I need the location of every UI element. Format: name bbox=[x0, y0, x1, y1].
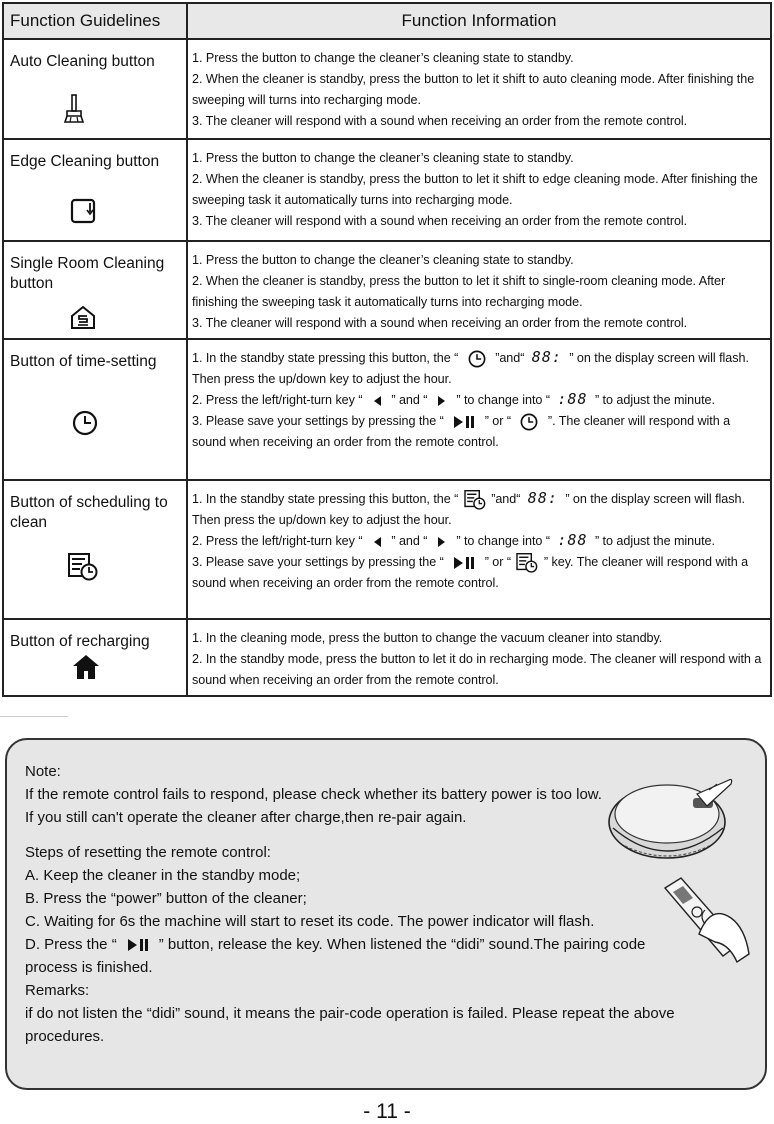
info-line: 2. In the standby mode, press the button to let it do in recharging mode. The cleaner will respond with a sound when receiving an order from the remote control. bbox=[192, 652, 762, 687]
schedule-icon bbox=[68, 553, 98, 581]
row-info-cell bbox=[187, 339, 771, 480]
clock-icon bbox=[72, 410, 98, 436]
info-line: 2. When the cleaner is standby, press the button to let it shift to auto cleaning mode. After finishing the sweeping will turns into recharging mode. bbox=[192, 72, 755, 107]
info-text: ” on the display screen will flash. Then press the up/down key to adjust the hour. bbox=[192, 492, 745, 527]
info-line: 3. The cleaner will respond with a sound when receiving an order from the remote control. bbox=[192, 316, 688, 330]
info-text: ”and“ bbox=[495, 351, 525, 365]
row-name-cell bbox=[3, 241, 187, 339]
info-text: ” to adjust the minute. bbox=[594, 393, 715, 407]
header-function-information: Function Information bbox=[187, 3, 771, 39]
lcd-hour-display: 88: bbox=[527, 489, 558, 507]
table-row bbox=[3, 619, 771, 696]
table-header-row bbox=[3, 3, 771, 39]
lcd-minute-display: :88 bbox=[557, 390, 588, 408]
info-text: 2. Press the left/right-turn key “ bbox=[192, 534, 363, 548]
row-info-cell bbox=[187, 241, 771, 339]
info-text: ” and “ bbox=[391, 534, 428, 548]
info-text: 2. Press the left/right-turn key “ bbox=[192, 393, 363, 407]
row-name-cell bbox=[3, 39, 187, 139]
table-row bbox=[3, 480, 771, 619]
info-text: ” or “ bbox=[484, 414, 512, 428]
note-text bbox=[25, 760, 765, 1048]
info-line bbox=[192, 411, 767, 453]
note-title: Note: bbox=[25, 763, 61, 780]
info-text: ” and “ bbox=[391, 393, 428, 407]
function-name: Edge Cleaning button bbox=[10, 153, 160, 170]
page-number: - 11 - bbox=[363, 1100, 411, 1123]
play-pause-icon bbox=[127, 938, 149, 952]
function-name: Single Room Cleaning button bbox=[10, 255, 165, 292]
row-name-cell bbox=[3, 139, 187, 241]
row-name-cell bbox=[3, 339, 187, 480]
info-line bbox=[192, 531, 767, 552]
row-info-cell bbox=[187, 39, 771, 139]
info-text: 1. In the standby state pressing this button, the “ bbox=[192, 492, 459, 506]
table-row bbox=[3, 139, 771, 241]
row-name-cell bbox=[3, 480, 187, 619]
step-d-text: D. Press the “ bbox=[25, 936, 117, 953]
info-text: ” key. The cleaner will respond with a sound when receiving an order from the remote control. bbox=[192, 555, 749, 590]
info-line: 3. The cleaner will respond with a sound when receiving an order from the remote control. bbox=[192, 214, 688, 228]
info-line bbox=[192, 348, 767, 390]
function-name: Button of scheduling to clean bbox=[10, 494, 168, 531]
right-arrow-icon bbox=[437, 536, 447, 548]
clock-icon bbox=[520, 413, 538, 431]
row-name-cell bbox=[3, 619, 187, 696]
function-name: Button of recharging bbox=[10, 633, 150, 650]
step-a: A. Keep the cleaner in the standby mode; bbox=[25, 867, 301, 884]
info-text: ”. The cleaner will respond with a sound when receiving an order from the remote control. bbox=[192, 414, 731, 449]
function-name: Button of time-setting bbox=[10, 353, 157, 370]
info-line: 1. Press the button to change the cleaner’s cleaning state to standby. bbox=[192, 253, 574, 267]
info-line: 1. Press the button to change the cleaner’s cleaning state to standby. bbox=[192, 51, 574, 65]
left-arrow-icon bbox=[372, 536, 382, 548]
note-paragraph: If the remote control fails to respond, please check whether its battery power is too low. If you still can't operate the cleaner after charge,then re-pair again. bbox=[25, 786, 602, 826]
schedule-icon bbox=[516, 553, 538, 573]
function-table bbox=[2, 2, 772, 697]
info-line bbox=[192, 489, 767, 531]
play-pause-icon bbox=[453, 415, 475, 429]
step-c: C. Waiting for 6s the machine will start to reset its code. The power indicator will flash. bbox=[25, 913, 595, 930]
table-row bbox=[3, 241, 771, 339]
row-info-cell bbox=[187, 619, 771, 696]
step-d bbox=[25, 933, 689, 979]
info-text: ”and“ bbox=[491, 492, 521, 506]
room-clean-icon bbox=[70, 304, 96, 330]
steps-title: Steps of resetting the remote control: bbox=[25, 844, 271, 861]
schedule-icon bbox=[464, 490, 486, 510]
remarks-text: if do not listen the “didi” sound, it means the pair-code operation is failed. Please repeat the above procedures. bbox=[25, 1005, 675, 1045]
note-box bbox=[5, 738, 767, 1090]
row-info-cell bbox=[187, 480, 771, 619]
header-function-guidelines: Function Guidelines bbox=[3, 3, 187, 39]
info-text: ” to adjust the minute. bbox=[594, 534, 715, 548]
info-line: 2. When the cleaner is standby, press the button to let it shift to single-room cleaning mode. After finishing the sweeping task it automatically turns into recharging mode. bbox=[192, 274, 726, 309]
step-d-text: ” button, release the key. When listened the “didi” sound.The pairing code process is finished. bbox=[25, 936, 646, 976]
lcd-minute-display: :88 bbox=[557, 531, 588, 549]
lcd-hour-display: 88: bbox=[531, 348, 562, 366]
info-line: 1. In the cleaning mode, press the button to change the vacuum cleaner into standby. bbox=[192, 631, 663, 645]
remarks-title: Remarks: bbox=[25, 982, 90, 999]
info-text: ” or “ bbox=[484, 555, 512, 569]
info-text: ” on the display screen will flash. Then press the up/down key to adjust the hour. bbox=[192, 351, 749, 386]
table-row bbox=[3, 339, 771, 480]
info-line: 1. Press the button to change the cleaner’s cleaning state to standby. bbox=[192, 151, 574, 165]
play-pause-icon bbox=[453, 556, 475, 570]
info-text: 3. Please save your settings by pressing the “ bbox=[192, 414, 444, 428]
step-b: B. Press the “power” button of the cleaner; bbox=[25, 890, 307, 907]
home-icon bbox=[72, 654, 100, 680]
function-name: Auto Cleaning button bbox=[10, 53, 155, 70]
row-info-cell bbox=[187, 139, 771, 241]
info-text: 1. In the standby state pressing this button, the “ bbox=[192, 351, 459, 365]
table-row bbox=[3, 39, 771, 139]
info-line: 2. When the cleaner is standby, press the button to let it shift to edge cleaning mode. After finishing the sweeping task it automatically turns into recharging mode. bbox=[192, 172, 758, 207]
info-text: 3. Please save your settings by pressing the “ bbox=[192, 555, 444, 569]
info-text: ” to change into “ bbox=[456, 534, 550, 548]
info-line bbox=[192, 552, 767, 594]
info-line: 3. The cleaner will respond with a sound when receiving an order from the remote control. bbox=[192, 114, 688, 128]
brush-icon bbox=[62, 94, 86, 124]
divider bbox=[0, 716, 68, 717]
clock-icon bbox=[468, 350, 486, 368]
edge-clean-icon bbox=[70, 198, 96, 224]
left-arrow-icon bbox=[372, 395, 382, 407]
right-arrow-icon bbox=[437, 395, 447, 407]
info-line bbox=[192, 390, 767, 411]
info-text: ” to change into “ bbox=[456, 393, 550, 407]
